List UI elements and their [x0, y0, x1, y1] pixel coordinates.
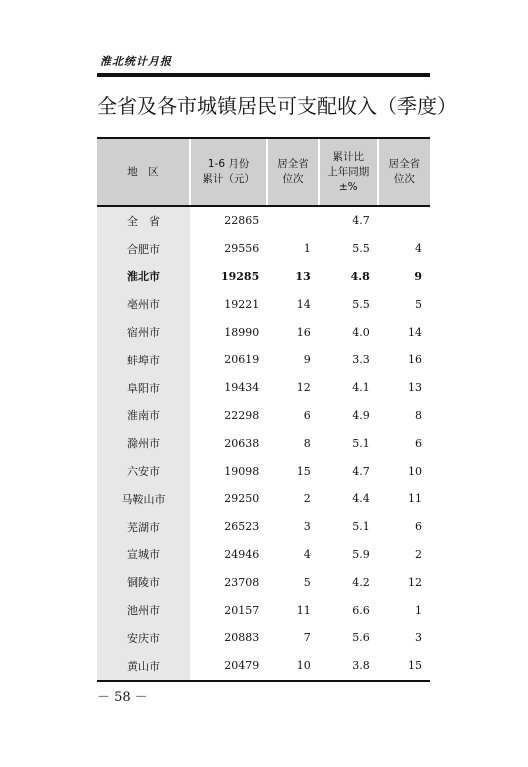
rank-cumulative-cell: 13: [295, 269, 311, 283]
table-row: [97, 457, 430, 485]
table-row: [97, 290, 430, 318]
rank-cumulative-cell: 5: [303, 575, 311, 589]
rank-yoy-cell: 13: [408, 381, 422, 395]
cumulative-cell: 20157: [224, 603, 260, 617]
page-number: － 58 －: [97, 690, 148, 705]
cumulative-cell: 20638: [224, 436, 260, 450]
yoy-cell: 4.8: [350, 269, 370, 283]
rank-yoy-cell: 4: [415, 242, 422, 256]
rank-cumulative-cell: [267, 206, 318, 235]
rank-cumulative-cell: 3: [303, 520, 311, 534]
rank-cumulative-cell: 10: [267, 652, 318, 681]
rank-cumulative-cell: 15: [296, 464, 311, 478]
yoy-cell: 4.0: [352, 325, 370, 339]
region-cell: 蚌埠市: [97, 346, 190, 374]
table-row: [97, 568, 430, 596]
region-cell: 亳州市: [97, 290, 190, 318]
cumulative-cell: 29556: [224, 242, 260, 256]
cumulative-cell: 22865: [224, 214, 260, 228]
table-row: [97, 429, 430, 457]
region-cell: 淮北市: [97, 263, 190, 291]
yoy-cell: 4.7: [352, 464, 370, 478]
rank-yoy-cell: 6: [415, 436, 422, 450]
yoy-cell: 5.5: [352, 242, 370, 256]
region-cell: 马鞍山市: [97, 485, 190, 513]
rank-yoy-cell: 12: [408, 575, 422, 589]
cumulative-cell: 18990: [224, 325, 260, 339]
region-cell: 合肥市: [97, 235, 190, 263]
cumulative-cell: 22298: [224, 408, 260, 422]
rank-cumulative-cell: 14: [296, 297, 311, 311]
yoy-cell: 6.6: [352, 603, 370, 617]
rank-cumulative-cell: 6: [303, 408, 311, 422]
table-row: [97, 318, 430, 346]
rank-cumulative-cell: 12: [296, 381, 311, 395]
rank-cumulative-cell: 7: [303, 631, 311, 645]
cumulative-cell: 23708: [224, 575, 260, 589]
page-title: 全省及各市城镇居民可支配收入（季度）: [97, 94, 457, 118]
rank-yoy-cell: 9: [414, 269, 422, 283]
header-rule: [97, 73, 430, 77]
yoy-cell: 4.4: [352, 492, 370, 506]
yoy-cell: 5.1: [352, 520, 370, 534]
table-row: [97, 235, 430, 263]
header-rank-cumulative: 居全省 位次: [267, 138, 318, 206]
region-cell: 宣城市: [97, 541, 190, 569]
yoy-cell: 3.3: [352, 353, 370, 367]
cumulative-cell: 20619: [224, 353, 260, 367]
region-cell: 阜阳市: [97, 374, 190, 402]
region-cell: 淮南市: [97, 402, 190, 430]
rank-yoy-cell: 8: [415, 408, 422, 422]
cumulative-cell: 20883: [224, 631, 260, 645]
table-row: [97, 206, 430, 235]
header-rank-yoy: 居全省 位次: [378, 138, 430, 206]
table-row: [97, 263, 430, 291]
rank-yoy-cell: 3: [415, 631, 422, 645]
table-row: [97, 485, 430, 513]
table-body: [97, 206, 430, 681]
rank-cumulative-cell: 1: [303, 242, 311, 256]
table-row: [97, 541, 430, 569]
rank-yoy-cell: 11: [408, 492, 422, 506]
rank-cumulative-cell: 4: [303, 547, 311, 561]
header-cumulative: 1-6 月份 累计（元）: [190, 138, 267, 206]
table-row: [97, 513, 430, 541]
rank-yoy-cell: 14: [408, 325, 422, 339]
region-cell: 六安市: [97, 457, 190, 485]
rank-yoy-cell: 15: [378, 652, 430, 681]
table-row: [97, 624, 430, 652]
yoy-cell: 3.8: [319, 652, 378, 681]
cumulative-cell: 26523: [224, 520, 260, 534]
region-cell: 铜陵市: [97, 568, 190, 596]
rank-yoy-cell: 1: [415, 603, 422, 617]
rank-yoy-cell: 10: [408, 464, 422, 478]
yoy-cell: 5.9: [352, 547, 370, 561]
cumulative-cell: 19434: [224, 381, 260, 395]
table-header-row: [97, 138, 430, 206]
rank-cumulative-cell: 16: [296, 325, 311, 339]
income-table: [97, 137, 430, 682]
yoy-cell: 5.5: [352, 297, 370, 311]
yoy-cell: 5.6: [352, 631, 370, 645]
cumulative-cell: 29250: [224, 492, 260, 506]
yoy-cell: 5.1: [352, 436, 370, 450]
rank-yoy-cell: [378, 206, 430, 235]
yoy-cell: 4.2: [352, 575, 370, 589]
rank-cumulative-cell: 11: [296, 603, 311, 617]
rank-yoy-cell: 2: [415, 547, 422, 561]
region-cell: 黄山市: [97, 652, 190, 681]
table-row: [97, 652, 430, 681]
journal-header: 淮北统计月报: [100, 55, 172, 68]
table-row: [97, 346, 430, 374]
table-row: [97, 374, 430, 402]
yoy-cell: 4.9: [352, 408, 370, 422]
rank-cumulative-cell: 9: [303, 353, 311, 367]
region-cell: 芜湖市: [97, 513, 190, 541]
region-cell: 全 省: [97, 206, 190, 235]
rank-cumulative-cell: 8: [303, 436, 311, 450]
cumulative-cell: 19285: [220, 269, 260, 283]
cumulative-cell: 20479: [190, 652, 267, 681]
region-cell: 宿州市: [97, 318, 190, 346]
region-cell: 池州市: [97, 596, 190, 624]
rank-yoy-cell: 6: [415, 520, 422, 534]
region-cell: 安庆市: [97, 624, 190, 652]
table-row: [97, 402, 430, 430]
rank-yoy-cell: 16: [408, 353, 422, 367]
rank-cumulative-cell: 2: [303, 492, 311, 506]
cumulative-cell: 24946: [224, 547, 260, 561]
yoy-cell: 4.7: [352, 214, 370, 228]
table-row: [97, 596, 430, 624]
cumulative-cell: 19098: [224, 464, 260, 478]
region-cell: 滁州市: [97, 429, 190, 457]
yoy-cell: 4.1: [352, 381, 370, 395]
cumulative-cell: 19221: [224, 297, 260, 311]
header-yoy: 累计比 上年同期 ±%: [319, 138, 378, 206]
header-region: 地 区: [97, 138, 190, 206]
rank-yoy-cell: 5: [415, 297, 422, 311]
